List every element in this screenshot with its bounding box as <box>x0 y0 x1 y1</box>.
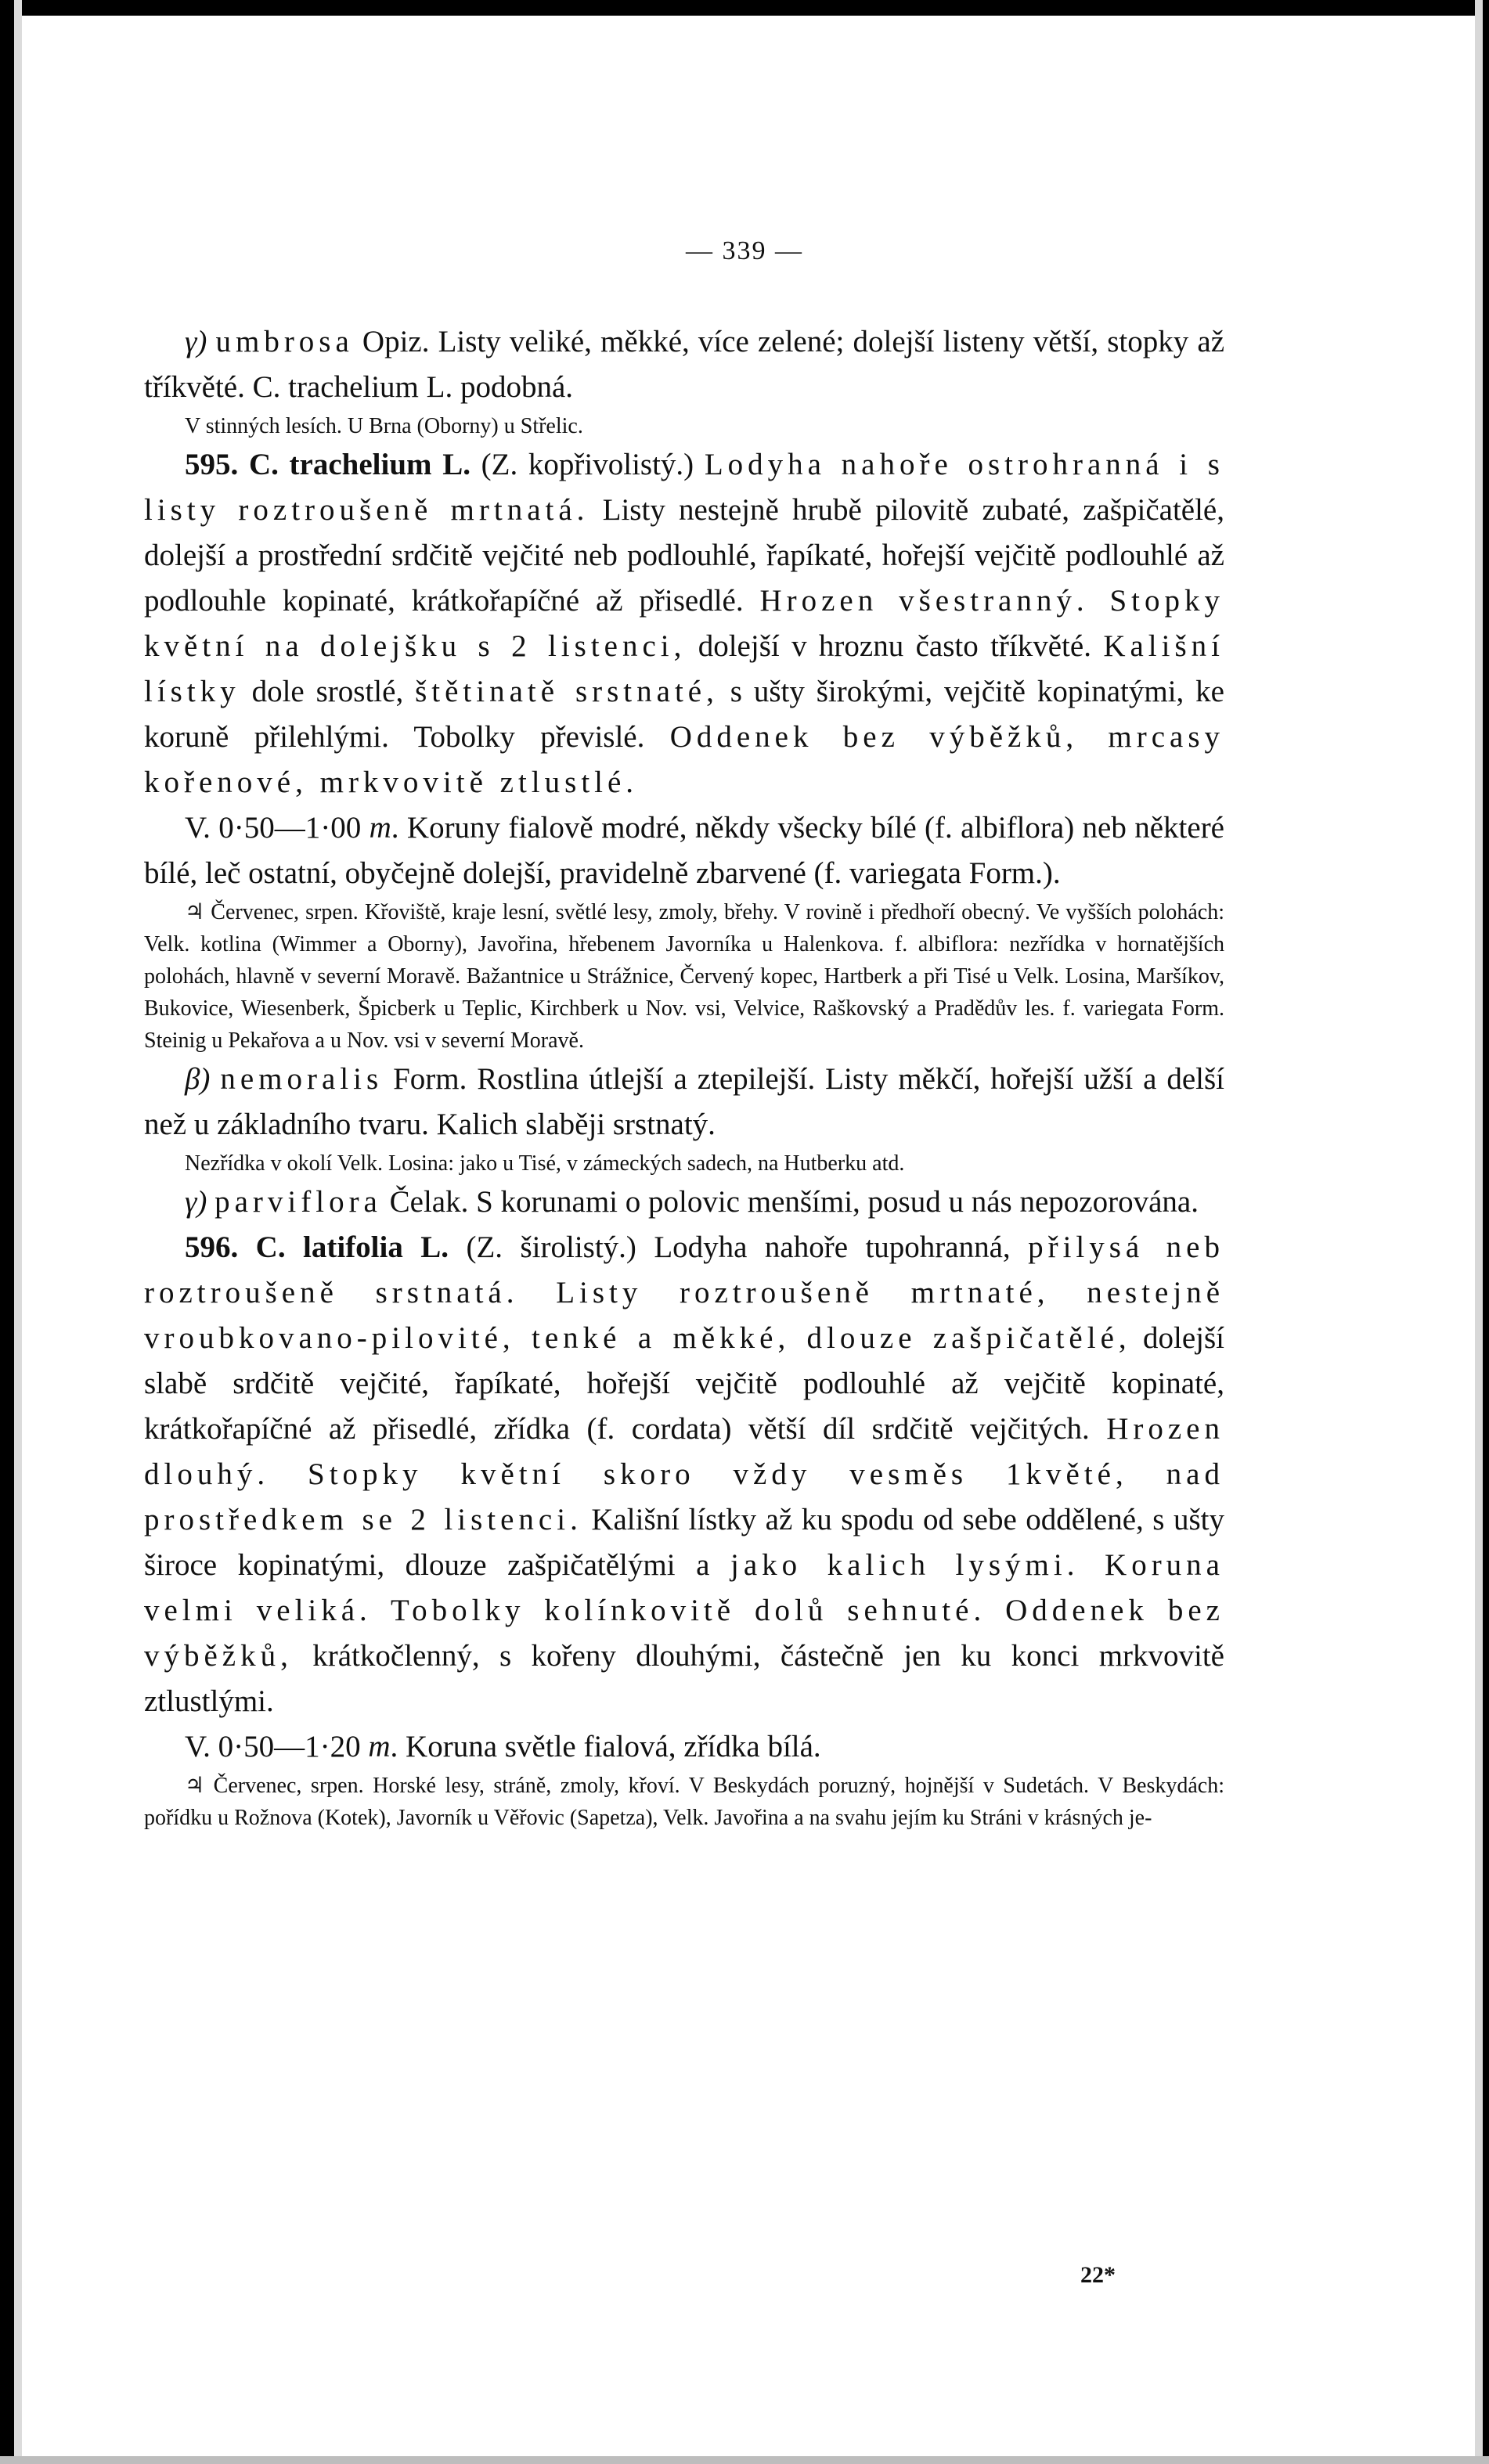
text-run: γ) <box>185 325 216 358</box>
text-run: (Z. širolistý.) Lodyha nahoře tupohranná, <box>449 1230 1029 1264</box>
locality-umbrosa <box>144 410 1224 442</box>
scan-border-left-inner <box>14 0 22 2464</box>
entry-596-latifolia <box>144 1225 1224 1724</box>
text-run: Opiz. Listy veliké, měkké, více zelené; dolejší listeny větší, stopky až tříkvěté. C. trachelium L. podobná. <box>144 325 1225 404</box>
text-run: dolejší slabě srdčitě vejčité, řapíkaté, hořejší vejčitě podlouhlé až vejčitě kopinaté, krátkořapíčné až přisedlé, zřídka (f. cordata) větší díl srdčitě vejčitých. <box>144 1321 1224 1446</box>
text-run: (Z. kopřivolistý.) <box>470 448 705 481</box>
entry-nemoralis <box>144 1057 1224 1147</box>
entry-parviflora <box>144 1180 1224 1225</box>
text-run: umbrosa <box>215 325 354 358</box>
height-596 <box>144 1724 1224 1770</box>
text-run: Hrozen dlouhý. Stopky květní skoro vždy vesměs 1květé, nad prostředkem se 2 listenci. <box>144 1412 1224 1536</box>
text-run: m <box>368 1730 391 1763</box>
locality-595 <box>144 896 1224 1057</box>
text-run: V. 0·50—1·20 <box>185 1730 369 1763</box>
text-run: Kališní lístky <box>144 629 1224 708</box>
scan-border-bottom <box>0 2456 1489 2464</box>
signature-mark: 22* <box>1080 2262 1116 2288</box>
scan-border-right-inner <box>1475 0 1483 2464</box>
text-run: m <box>369 811 391 845</box>
text-run: β) <box>185 1062 221 1096</box>
text-run: Form. Rostlina útlejší a ztepilejší. Listy měkčí, hořejší užší a delší než u základního tvaru. Kalich slaběji srstnatý. <box>144 1062 1224 1141</box>
text-run: dole srostlé, <box>240 675 416 708</box>
text-run: γ) <box>185 1185 215 1219</box>
text-run: 595. C. trachelium L. <box>185 448 470 481</box>
text-run: ♃ Červenec, srpen. Horské lesy, stráně, zmoly, křoví. V Beskydách poruzný, hojnější v Sudetách. V Beskydách: pořídku u Rožnova (Kotek), Javorník u Věřovic (Sapetza), Velk. Javořina a na svahu jejím ku Stráni v krásných je- <box>144 1774 1224 1830</box>
entry-umbrosa <box>144 319 1224 410</box>
text-run: nemoralis <box>220 1062 384 1096</box>
text-run: Lodyha nahoře ostrohranná i s listy roztroušeně mrtnatá. <box>144 448 1224 527</box>
locality-nemoralis <box>144 1147 1224 1180</box>
text-run: dolejší v hroznu často tříkvěté. <box>686 629 1104 663</box>
text-run: Čelak. S korunami o polovic menšími, posud u nás nepozorována. <box>381 1185 1199 1219</box>
scan-border-top <box>0 0 1489 16</box>
text-run: Nezřídka v okolí Velk. Losina: jako u Tisé, v zámeckých sadech, na Hutberku atd. <box>185 1151 905 1176</box>
text-run: štětinatě srstnaté, <box>415 675 719 708</box>
text-run: Hrozen všestranný. Stopky květní na dolejšku s 2 listenci, <box>144 584 1224 663</box>
scan-border-left <box>0 0 14 2464</box>
text-run: parviflora <box>215 1185 382 1219</box>
locality-596 <box>144 1770 1224 1834</box>
entry-595-trachelium <box>144 442 1224 805</box>
page-content <box>144 319 1224 1834</box>
text-run: . Koruny fialově modré, někdy všecky bílé (f. albiflora) neb některé bílé, leč ostatní, obyčejně dolejší, pravidelně zbarvené (f. variegata Form.). <box>144 811 1224 890</box>
text-run: Kališní lístky až ku spodu od sebe oddělené, s ušty široce kopinatými, dlouze zašpičatělými a <box>144 1503 1224 1582</box>
text-run: V stinných lesích. U Brna (Oborny) u Střelic. <box>185 414 583 438</box>
text-run: ♃ Červenec, srpen. Křoviště, kraje lesní, světlé lesy, zmoly, břehy. V rovině i předhoří obecný. Ve vyšších polohách: Velk. kotlina (Wimmer a Oborny), Javořina, hřebenem Javorníka u Halenkova. f. albiflora: nezřídka v hornatějších polohách, hlavně v severní Moravě. Bažantnice u Strážnice, Červený kopec, Hartberk a při Tisé u Velk. Losina, Maršíkov, Bukovice, Wiesenberk, Špicberk u Teplic, Kirchberk u Nov. vsi, Velvice, Raškovský a Pradědův les. f. variegata Form. Steinig u Pekařova a u Nov. vsi v severní Moravě. <box>144 900 1224 1053</box>
text-run: . Koruna světle fialová, zřídka bílá. <box>390 1730 821 1763</box>
text-run: přilysá neb roztroušeně srstnatá. Listy roztroušeně mrtnaté, nestejně vroubkovano-pilovité, tenké a měkké, dlouze zašpičatělé, <box>144 1230 1224 1355</box>
text-run: V. 0·50—1·00 <box>185 811 370 845</box>
text-run: jako kalich lysými. Koruna velmi veliká. Tobolky kolínkovitě dolů sehnuté. Oddenek bez výběžků, <box>144 1548 1224 1673</box>
height-595 <box>144 805 1224 896</box>
scan-border-right <box>1483 0 1489 2464</box>
text-run: Oddenek bez výběžků, mrcasy kořenové, mrkvovitě ztlustlé. <box>144 720 1224 799</box>
text-run: 596. C. latifolia L. <box>185 1230 449 1264</box>
text-run: Listy nestejně hrubě pilovitě zubaté, zašpičatělé, dolejší a prostřední srdčitě vejčité neb podlouhlé, řapíkaté, hořejší vejčitě podlouhlé až podlouhle kopinaté, krátkořapíčné až přisedlé. <box>144 493 1224 618</box>
page-number: — 339 — <box>686 236 803 265</box>
text-run: krátkočlenný, s kořeny dlouhými, částečně jen ku konci mrkvovitě ztlustlými. <box>144 1639 1224 1718</box>
text-run: s ušty širokými, vejčitě kopinatými, ke koruně přilehlými. Tobolky převislé. <box>144 675 1224 754</box>
